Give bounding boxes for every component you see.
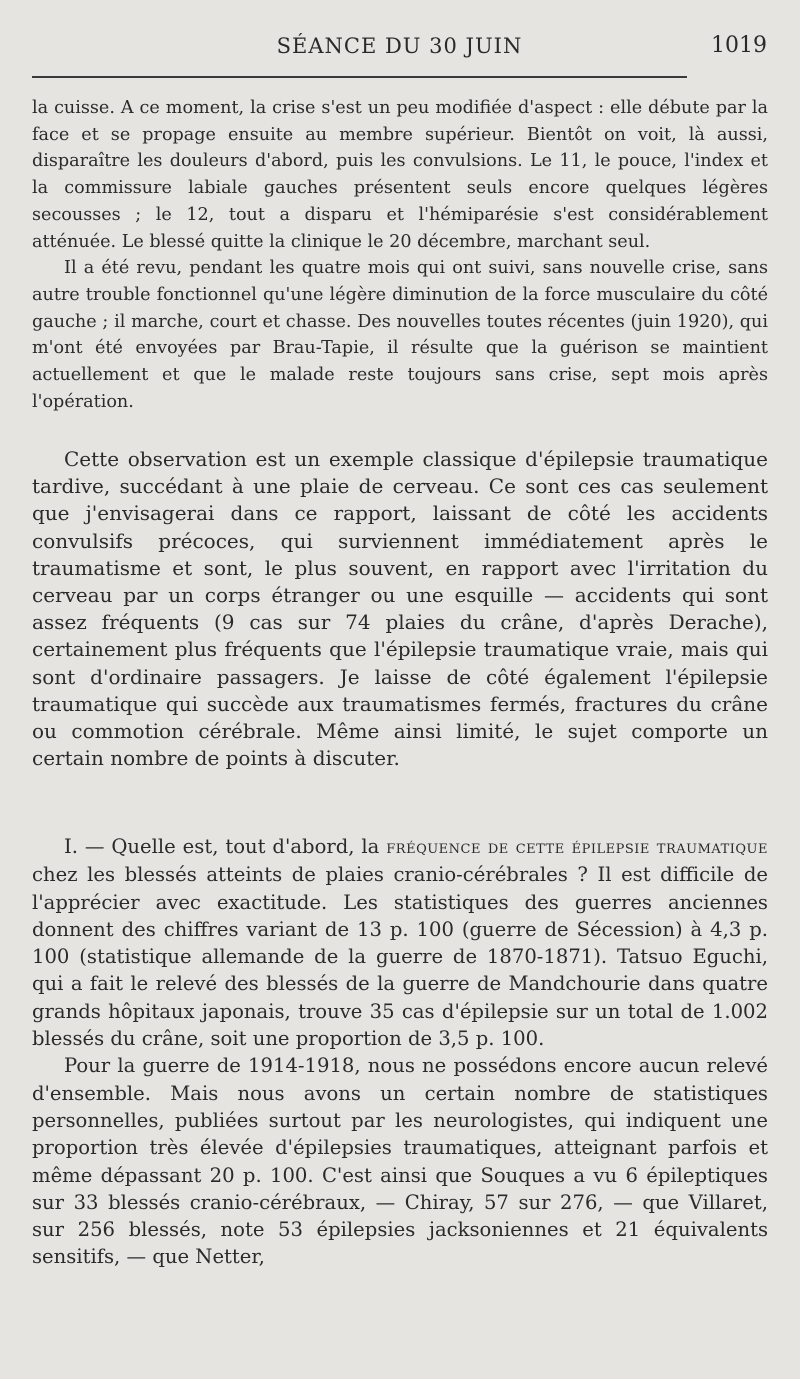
section-emphasis: fréquence de cette épilepsie traumatique — [386, 837, 768, 858]
page-header — [32, 34, 767, 74]
section-one-text — [32, 833, 768, 1271]
paragraph: Il a été revu, pendant les quatre mois qui ont suivi, sans nouvelle crise, sans autre trouble fonctionnel qu'une légère diminution de la force musculaire du côté gauche ; il marche, court et chasse. Des nouvelles toutes récentes (juin 1920), qui m'ont été envoyées par Brau-Tapie, il résulte que la guérison se maintient actuellement et que le malade reste toujours sans crise, sept mois après l'opération. — [32, 258, 768, 412]
running-head: SÉANCE DU 30 JUIN — [276, 34, 523, 58]
section-lead: I. — Quelle est, tout d'abord, la — [64, 835, 387, 858]
discussion-text — [32, 446, 768, 772]
paragraph: Pour la guerre de 1914-1918, nous ne possédons encore aucun relevé d'ensemble. Mais nous avons un certain nombre de statistiques personnelles, publiées surtout par les neurologistes, qui indiquent une proportion très élevée d'épilepsies traumatiques, atteignant parfois et même dépassant 20 p. 100. C'est ainsi que Souques a vu 6 épileptiques sur 33 blessés cranio-cérébraux, — Chiray, 57 sur 276, — que Villaret, sur 256 blessés, note 53 épilepsies jacksoniennes et 21 équivalents sensitifs, — que Netter, — [32, 1054, 768, 1269]
paragraph — [32, 833, 768, 1052]
header-rule — [32, 76, 687, 78]
observation-text — [32, 95, 768, 415]
paragraph: Cette observation est un exemple classique d'épilepsie traumatique tardive, succédant à une plaie de cerveau. Ce sont ces cas seulement que j'envisagerai dans ce rapport, laissant de côté les accidents convulsifs précoces, qui surviennent immédiatement après le traumatisme et sont, le plus souvent, en rapport avec l'irritation du cerveau par un corps étranger ou une esquille — accidents qui sont assez fréquents (9 cas sur 74 plaies du crâne, d'après Derache), certainement plus fréquents que l'épilepsie traumatique vraie, mais qui sont d'ordinaire passagers. Je laisse de côté également l'épilepsie traumatique qui succède aux traumatismes fermés, fractures du crâne ou commotion cérébrale. Même ainsi limité, le sujet comporte un certain nombre de points à discuter. — [32, 447, 768, 771]
page-number: 1019 — [711, 33, 767, 58]
section-rest: chez les blessés atteints de plaies cranio-cérébrales ? Il est difficile de l'apprécier avec exactitude. Les statistiques des guerres anciennes donnent des chiffres variant de 13 p. 100 (guerre de Sécession) à 4,3 p. 100 (statistique allemande de la guerre de 1870-1871). Tatsuo Eguchi, qui a fait le relevé des blessés de la guerre de Mandchourie dans quatre grands hôpitaux japonais, trouve 35 cas d'épilepsie sur un total de 1.002 blessés du crâne, soit une proportion de 3,5 p. 100. — [32, 863, 768, 1051]
paragraph: la cuisse. A ce moment, la crise s'est un peu modifiée d'aspect : elle débute par la face et se propage ensuite au membre supérieur. Bientôt on voit, là aussi, disparaître les douleurs d'abord, puis les convulsions. Le 11, le pouce, l'index et la commissure labiale gauches présentent seuls encore quelques légères secousses ; le 12, tout a disparu et l'hémiparésie s'est considérablement atténuée. Le blessé quitte la clinique le 20 décembre, marchant seul. — [32, 98, 768, 252]
